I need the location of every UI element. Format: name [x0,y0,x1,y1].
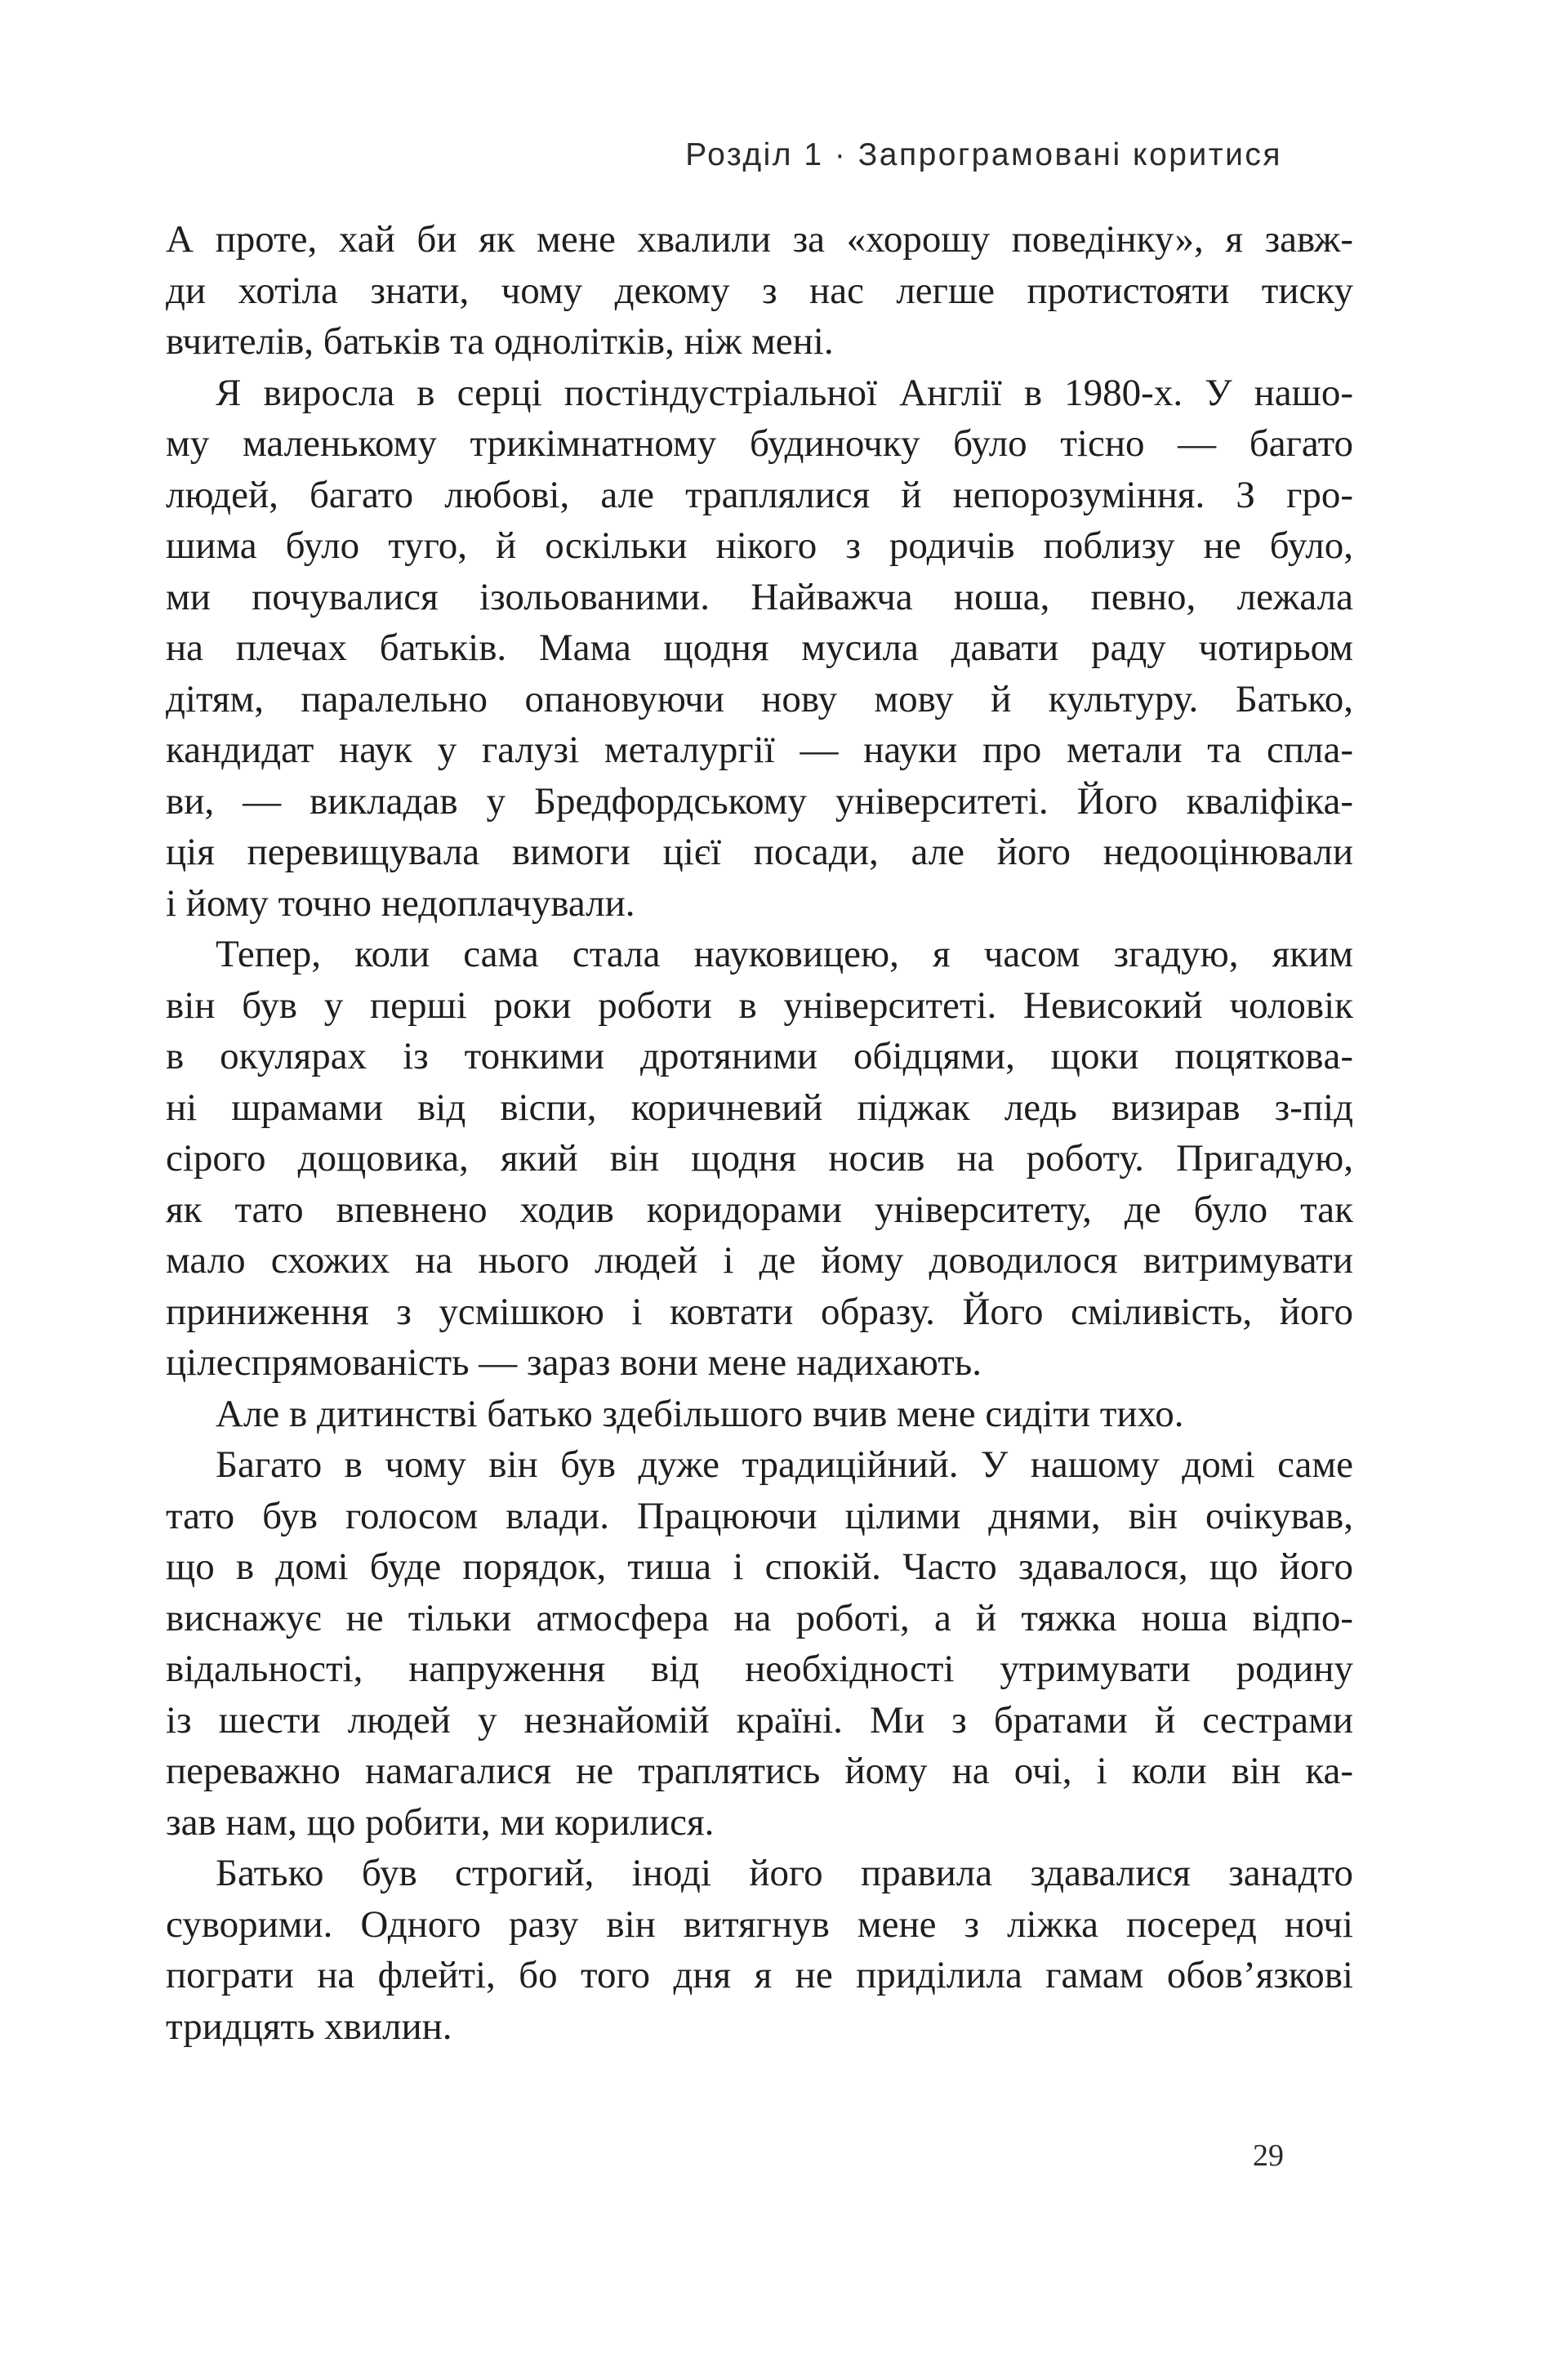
text-line: відальності, напруження від необхідності утримувати родину [166,1648,1353,1690]
text-line: тридцять хвилин. [166,2005,452,2048]
text-line: тато був голосом влади. Працюючи цілими днями, він очікував, [166,1494,1353,1537]
text-line: Тепер, коли сама стала науковицею, я часом згадую, яким [216,933,1353,975]
text-line: в окулярах із тонкими дротяними обідцями, щоки поцятковa- [166,1035,1353,1077]
text-line: що в домі буде порядок, тиша і спокій. Часто здавалося, що його [166,1545,1353,1588]
text-line: ні шрамами від віспи, коричневий піджак ледь визирав з-під [166,1086,1353,1129]
text-line: і йому точно недоплачували. [166,881,635,925]
text-line: кандидат наук у галузі металургії — науки про метали та спла- [166,729,1353,771]
text-line: він був у перші роки роботи в університеті. Невисокий чоловік [166,983,1353,1027]
text-line: людей, багато любові, але траплялися й непорозуміння. З гро- [166,473,1353,516]
text-line: приниження з усмішкою і ковтати образу. Його сміливість, його [166,1290,1353,1333]
text-line: ди хотіла знати, чому декому з нас легше протистояти тиску [166,269,1353,312]
text-line: мало схожих на нього людей і де йому доводилося витримувати [166,1239,1353,1282]
paragraph [166,929,1353,1389]
text-line: суворими. Одного разу він витягнув мене з ліжка посеред ночі [166,1902,1353,1946]
text-line: дітям, паралельно опановуючи нову мову й культуру. Батько, [166,677,1353,720]
text-line: виснажує не тільки атмосфера на роботі, а й тяжка ноша відпо- [166,1596,1353,1639]
paragraph [166,368,1353,930]
paragraph [166,214,1353,368]
text-line: Я виросла в серці постіндустріальної Англії в 1980-х. У нашо- [216,371,1353,414]
text-line: шима було туго, й оскільки нікого з родичів поблизу не було, [166,524,1353,567]
text-line: Але в дитинстві батько здебільшого вчив мене сидіти тихо. [216,1392,1184,1435]
text-line: на плечах батьків. Мама щодня мусила давати раду чотирьом [166,627,1353,669]
text-line: Багато в чому він був дуже традиційний. У нашому домі саме [216,1443,1353,1486]
paragraph [166,1439,1353,1848]
text-line: му маленькому трикімнатному будиночку було тісно — багато [166,422,1353,465]
text-line: цілеспрямованість — зараз вони мене надихають. [166,1341,982,1384]
text-line: як тато впевнено ходив коридорами університету, де було так [166,1188,1353,1231]
paragraph [166,1389,1353,1440]
running-head: Розділ 1 · Запрограмовані коритися [685,137,1282,172]
body-text [166,214,1353,2052]
paragraph [166,1848,1353,2052]
text-line: ція перевищувала вимоги цієї посади, але його недооцінювали [166,831,1353,873]
text-line: ви, — викладав у Бредфордському університеті. Його кваліфіка- [166,779,1353,823]
text-line: пограти на флейті, бо того дня я не приділила гамам обов’язкові [166,1954,1353,1996]
text-line: із шести людей у незнайомій країні. Ми з братами й сестрами [166,1698,1353,1742]
text-line: вчителів, батьків та однолітків, ніж мені. [166,320,834,363]
text-line: зав нам, що робити, ми корилися. [166,1800,715,1844]
text-line: Батько був строгий, іноді його правила здавалися занадто [216,1852,1353,1894]
page-number: 29 [1253,2139,1284,2173]
text-line: сірого дощовика, який він щодня носив на роботу. Пригадую, [166,1137,1353,1180]
text-line: ми почувалися ізольованими. Найважча ноша, певно, лежала [166,575,1353,618]
text-line: А проте, хай би як мене хвалили за «хорошу поведінку», я завж- [166,218,1353,261]
text-line: переважно намагалися не траплятись йому на очі, і коли він ка- [166,1750,1353,1792]
